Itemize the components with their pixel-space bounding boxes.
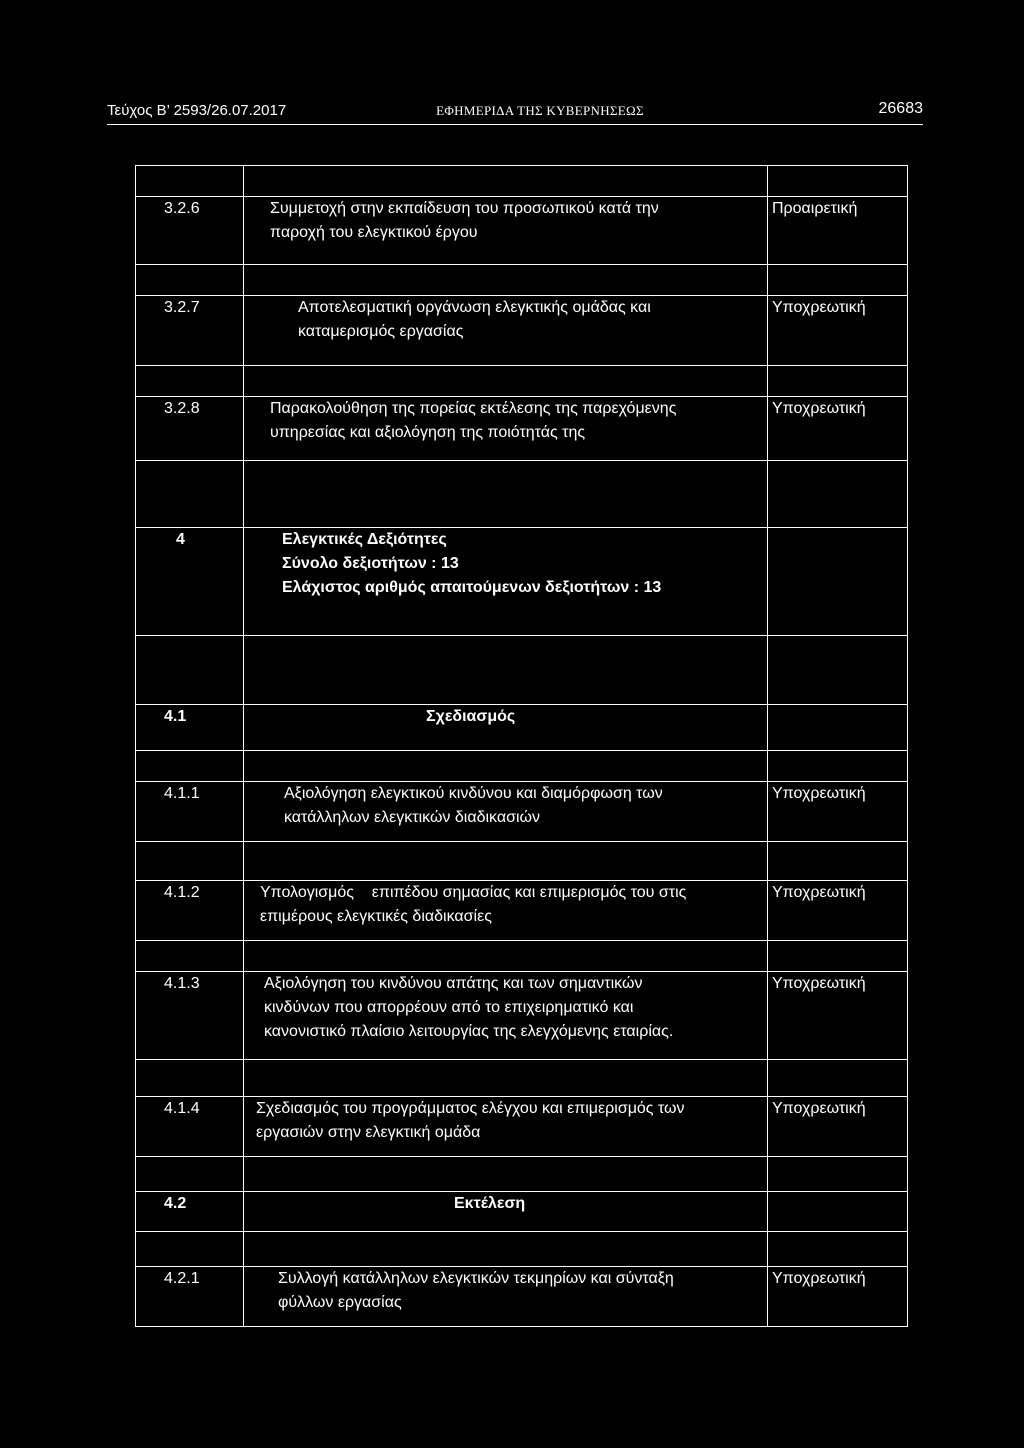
- table-row: [136, 1267, 908, 1327]
- table-row: [136, 197, 908, 265]
- table-row: [136, 782, 908, 842]
- row-id: 4.1.3: [136, 972, 244, 1060]
- spacer-row: [136, 166, 908, 197]
- table-row: [136, 972, 908, 1060]
- spacer-row: [136, 366, 908, 397]
- row-id: 4.2.1: [136, 1267, 244, 1327]
- subsection-number: 4.2: [136, 1192, 244, 1232]
- spacer-row: [136, 1060, 908, 1097]
- min-required-skills: Ελάχιστος αριθμός απαιτούμενων δεξιοτήτων : 13: [282, 579, 662, 596]
- row-status: Υποχρεωτική: [768, 782, 908, 842]
- row-description: Παρακολούθηση της πορείας εκτέλεσης της παρεχόμενης υπηρεσίας και αξιολόγηση της ποιότητάς της: [244, 397, 768, 461]
- total-skills: Σύνολο δεξιοτήτων : 13: [282, 555, 459, 572]
- spacer-row: [136, 1157, 908, 1192]
- row-id: 4.1.4: [136, 1097, 244, 1157]
- row-description: Υπολογισμός επιπέδου σημασίας και επιμερισμός του στις επιμέρους ελεγκτικές διαδικασίες: [244, 881, 768, 941]
- spacer-row: [136, 461, 908, 528]
- page-number: 26683: [878, 100, 923, 117]
- spacer-row: [136, 941, 908, 972]
- row-id: 3.2.7: [136, 296, 244, 366]
- section-number: 4: [136, 528, 244, 636]
- row-description: Αξιολόγηση του κινδύνου απάτης και των σημαντικών κινδύνων που απορρέουν από το επιχειρηματικό και κανονιστικό πλαίσιο λειτουργίας της ελεγχόμενης εταιρίας.: [244, 972, 768, 1060]
- row-status: Υποχρεωτική: [768, 1267, 908, 1327]
- row-description: Αποτελεσματική οργάνωση ελεγκτικής ομάδας και καταμερισμός εργασίας: [244, 296, 768, 366]
- row-description: Συμμετοχή στην εκπαίδευση του προσωπικού κατά την παροχή του ελεγκτικού έργου: [244, 197, 768, 265]
- section-heading: [244, 528, 768, 636]
- row-status: Υποχρεωτική: [768, 881, 908, 941]
- spacer-row: [136, 265, 908, 296]
- row-status: Υποχρεωτική: [768, 1097, 908, 1157]
- table-row: [136, 881, 908, 941]
- section-row: [136, 528, 908, 636]
- issue-label: Τεύχος Β’ 2593/26.07.2017: [107, 102, 287, 119]
- spacer-row: [136, 751, 908, 782]
- spacer-row: [136, 842, 908, 881]
- page-header: [107, 100, 923, 125]
- spacer-row: [136, 1232, 908, 1267]
- row-status: Υποχρεωτική: [768, 397, 908, 461]
- row-status: Υποχρεωτική: [768, 296, 908, 366]
- row-id: 3.2.6: [136, 197, 244, 265]
- subsection-title: Σχεδιασμός: [244, 705, 768, 751]
- subsection-row: [136, 705, 908, 751]
- row-status: Υποχρεωτική: [768, 972, 908, 1060]
- publication-title: ΕΦΗΜΕΡΙΔΑ ΤΗΣ ΚΥΒΕΡΝΗΣΕΩΣ: [436, 103, 644, 118]
- subsection-title: Εκτέλεση: [244, 1192, 768, 1232]
- table-row: [136, 296, 908, 366]
- row-status: Προαιρετική: [768, 197, 908, 265]
- table-row: [136, 1097, 908, 1157]
- row-description: Αξιολόγηση ελεγκτικού κινδύνου και διαμόρφωση των κατάλληλων ελεγκτικών διαδικασιών: [244, 782, 768, 842]
- table-row: [136, 397, 908, 461]
- row-id: 4.1.1: [136, 782, 244, 842]
- skills-table: [135, 165, 908, 1327]
- spacer-row: [136, 636, 908, 705]
- subsection-row: [136, 1192, 908, 1232]
- subsection-number: 4.1: [136, 705, 244, 751]
- row-id: 3.2.8: [136, 397, 244, 461]
- section-title: Ελεγκτικές Δεξιότητες: [282, 531, 447, 548]
- row-description: Σχεδιασμός του προγράμματος ελέγχου και επιμερισμός των εργασιών στην ελεγκτική ομάδα: [244, 1097, 768, 1157]
- row-description: Συλλογή κατάλληλων ελεγκτικών τεκμηρίων και σύνταξη φύλλων εργασίας: [244, 1267, 768, 1327]
- row-id: 4.1.2: [136, 881, 244, 941]
